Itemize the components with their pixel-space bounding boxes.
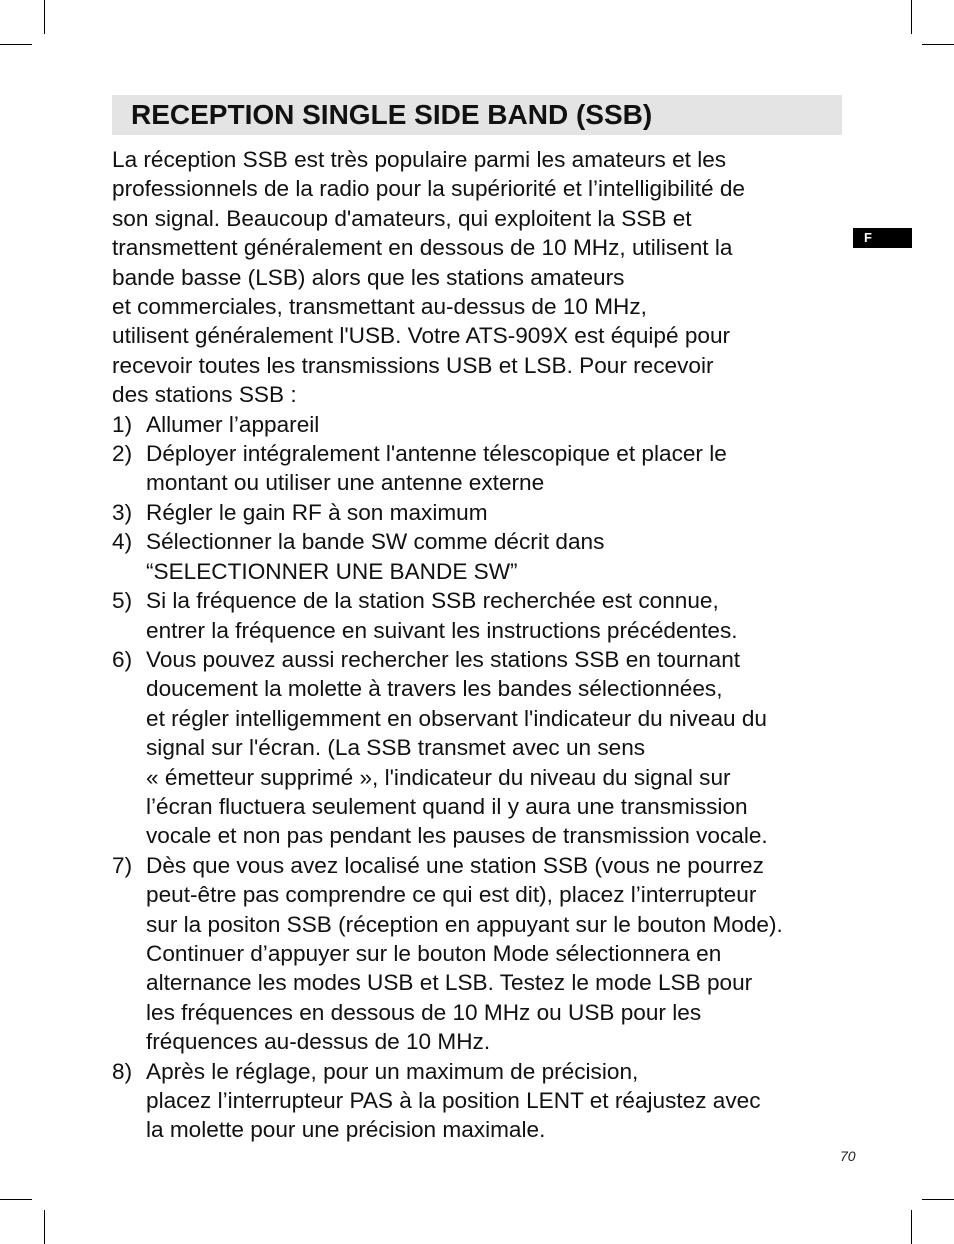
language-tab: F xyxy=(853,228,912,248)
intro-line: transmettent généralement en dessous de 10 MHz, utilisent la xyxy=(112,235,733,261)
step-number: 5) xyxy=(112,588,133,614)
step-number: 8) xyxy=(112,1058,133,1084)
step-number: 2) xyxy=(112,441,133,467)
step-line: peut-être pas comprendre ce qui est dit), placez l’interrupteur xyxy=(146,882,757,908)
step-6 xyxy=(112,645,847,851)
step-5 xyxy=(112,586,847,645)
crop-mark-top-left-vertical xyxy=(44,0,45,34)
step-line: Continuer d’appuyer sur le bouton Mode sélectionnera en xyxy=(146,940,722,966)
step-line: fréquences au-dessus de 10 MHz. xyxy=(146,1029,491,1055)
step-line: Dès que vous avez localisé une station SSB (vous ne pourrez xyxy=(146,852,764,878)
step-line: alternance les modes USB et LSB. Testez le mode LSB pour xyxy=(146,970,753,996)
step-line: Sélectionner la bande SW comme décrit dans xyxy=(146,529,605,555)
intro-line: recevoir toutes les transmissions USB et LSB. Pour recevoir xyxy=(112,352,714,378)
step-1 xyxy=(112,410,847,439)
step-line: doucement la molette à travers les bandes sélectionnées, xyxy=(146,676,723,702)
step-number: 4) xyxy=(112,529,133,555)
intro-line: son signal. Beaucoup d'amateurs, qui exploitent la SSB et xyxy=(112,205,692,231)
step-line: vocale et non pas pendant les pauses de transmission vocale. xyxy=(146,823,768,849)
steps-list xyxy=(112,410,847,1145)
step-line: la molette pour une précision maximale. xyxy=(146,1117,546,1143)
step-line: signal sur l'écran. (La SSB transmet avec un sens xyxy=(146,735,646,761)
crop-mark-bottom-right-vertical xyxy=(911,1210,912,1244)
step-line: l’écran fluctuera seulement quand il y aura une transmission xyxy=(146,793,748,819)
step-number: 6) xyxy=(112,646,133,672)
step-line: Déployer intégralement l'antenne télescopique et placer le xyxy=(146,441,727,467)
step-line: Allumer l’appareil xyxy=(146,411,320,437)
crop-mark-top-right-horizontal xyxy=(922,44,954,45)
step-line: montant ou utiliser une antenne externe xyxy=(146,470,545,496)
step-2 xyxy=(112,439,847,498)
page-number: 70 xyxy=(840,1148,856,1164)
step-7 xyxy=(112,851,847,1057)
step-number: 3) xyxy=(112,499,133,525)
crop-mark-bottom-left-horizontal xyxy=(0,1199,32,1200)
step-line: placez l’interrupteur PAS à la position LENT et réajustez avec xyxy=(146,1088,761,1113)
step-line: et régler intelligemment en observant l'indicateur du niveau du xyxy=(146,705,767,731)
step-number: 1) xyxy=(112,411,133,437)
intro-line: utilisent généralement l'USB. Votre ATS-909X est équipé pour xyxy=(112,323,731,349)
step-line: Après le réglage, pour un maximum de précision, xyxy=(146,1058,639,1084)
intro-line: bande basse (LSB) alors que les stations amateurs xyxy=(112,264,625,290)
crop-mark-bottom-right-horizontal xyxy=(922,1199,954,1200)
step-line: sur la positon SSB (réception en appuyant sur le bouton Mode). xyxy=(146,911,783,937)
crop-mark-bottom-left-vertical xyxy=(44,1210,45,1244)
step-line: les fréquences en dessous de 10 MHz ou USB pour les xyxy=(146,999,702,1025)
intro-line: des stations SSB : xyxy=(112,382,297,408)
step-line: « émetteur supprimé », l'indicateur du niveau du signal sur xyxy=(146,764,731,790)
step-line: Si la fréquence de la station SSB recherchée est connue, xyxy=(146,588,719,614)
step-4 xyxy=(112,527,847,586)
step-line: entrer la fréquence en suivant les instructions précédentes. xyxy=(146,617,738,643)
step-8 xyxy=(112,1057,847,1145)
section-title: RECEPTION SINGLE SIDE BAND (SSB) xyxy=(131,99,653,130)
intro-line: professionnels de la radio pour la supériorité et l’intelligibilité de xyxy=(112,176,745,202)
intro-paragraph xyxy=(112,145,847,410)
step-line: Régler le gain RF à son maximum xyxy=(146,499,488,525)
crop-mark-top-right-vertical xyxy=(911,0,912,34)
body-text xyxy=(112,145,847,1145)
intro-line: La réception SSB est très populaire parmi les amateurs et les xyxy=(112,147,727,172)
step-number: 7) xyxy=(112,852,133,878)
crop-mark-top-left-horizontal xyxy=(0,44,32,45)
step-line: Vous pouvez aussi rechercher les stations SSB en tournant xyxy=(146,646,741,672)
step-3 xyxy=(112,498,847,527)
step-line: “SELECTIONNER UNE BANDE SW” xyxy=(146,558,518,584)
intro-line: et commerciales, transmettant au-dessus de 10 MHz, xyxy=(112,294,647,320)
